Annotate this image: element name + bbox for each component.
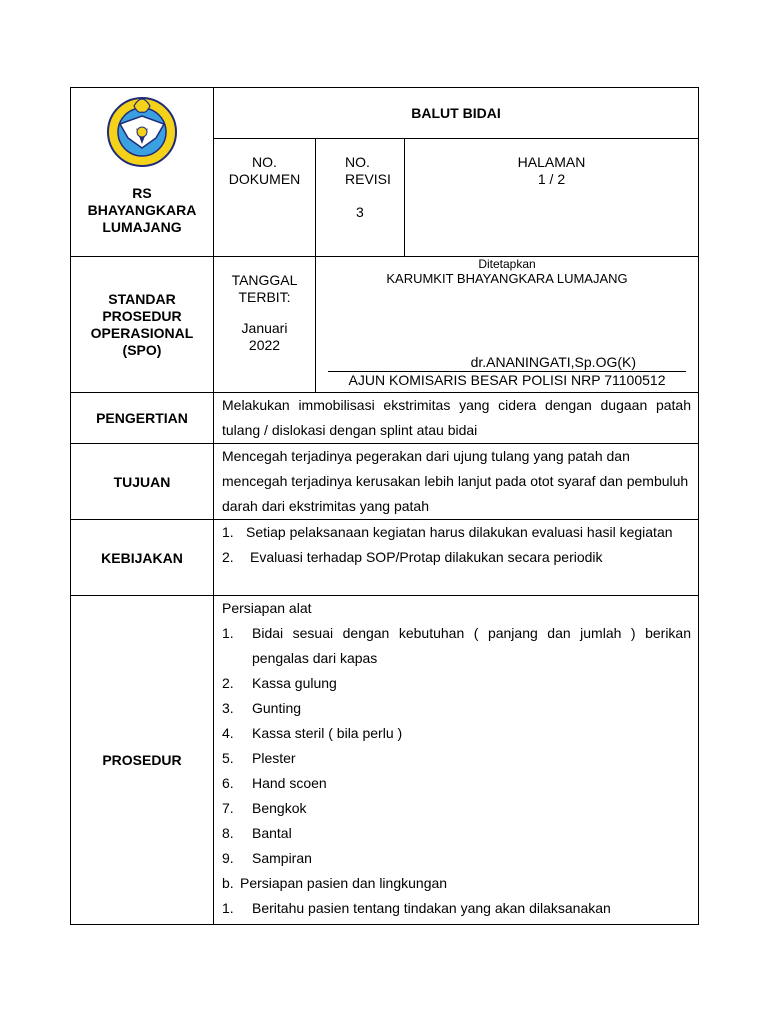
list-text: Beritahu pasien tentang tindakan yang akan dilaksanakan: [252, 900, 611, 916]
list-text: Bidai sesuai dengan kebutuhan ( panjang dan jumlah ) berikan pengalas dari kapas: [252, 625, 692, 666]
tujuan-label: TUJUAN: [71, 444, 214, 520]
spo-label-line: STANDAR: [108, 290, 176, 307]
no-revisi-label: NO.: [345, 154, 370, 170]
list-item: [222, 746, 691, 771]
pengertian-label: PENGERTIAN: [71, 393, 214, 444]
list-item: [222, 846, 691, 871]
list-text: Evaluasi terhadap SOP/Protap dilakukan secara periodik: [250, 549, 603, 565]
list-number: b.: [222, 875, 234, 891]
karumkit-text: KARUMKIT BHAYANGKARA LUMAJANG: [386, 271, 628, 286]
tanggal-value: Januari: [241, 320, 288, 336]
prosedur-b-list: [222, 896, 691, 921]
list-number: 7.: [222, 800, 234, 816]
list-number: 2.: [222, 675, 234, 691]
list-item: [222, 821, 691, 846]
list-number: 8.: [222, 825, 234, 841]
list-item: [222, 696, 691, 721]
prosedur-sub-b: [222, 871, 691, 896]
kebijakan-label: KEBIJAKAN: [71, 520, 214, 596]
prosedur-list: [222, 621, 691, 871]
list-text: Setiap pelaksanaan kegiatan harus dilakukan evaluasi hasil kegiatan: [246, 524, 673, 540]
list-number: 6.: [222, 775, 234, 791]
ditetapkan-text: Ditetapkan: [478, 257, 536, 271]
spo-label-cell: [71, 257, 214, 393]
list-item: [222, 520, 691, 545]
document-title: BALUT BIDAI: [214, 88, 699, 139]
list-text: Bengkok: [252, 800, 307, 816]
spo-document-table: [70, 87, 699, 925]
list-item: [222, 671, 691, 696]
kebijakan-content: [214, 520, 699, 596]
kebijakan-list: [222, 520, 691, 570]
spo-label-line: OPERASIONAL: [90, 324, 194, 341]
list-item: [222, 896, 691, 921]
list-number: 2.: [222, 549, 234, 565]
hospital-name-line: LUMAJANG: [102, 219, 182, 235]
tanggal-value: 2022: [248, 337, 281, 353]
halaman-value: 1 / 2: [537, 171, 566, 187]
list-number: 4.: [222, 725, 234, 741]
hospital-name: [71, 185, 213, 236]
tujuan-text: Mencegah terjadinya pegerakan dari ujung tulang yang patah dan mencegah terjadinya kerusakan lebih lanjut pada otot syaraf dan pembuluh darah dari ekstrimitas yang patah: [214, 444, 699, 520]
prosedur-heading: Persiapan alat: [222, 600, 312, 616]
list-text: Sampiran: [252, 850, 312, 866]
list-text: Hand scoen: [252, 775, 327, 791]
no-dokumen-cell: [214, 139, 316, 257]
list-number: 3.: [222, 700, 234, 716]
no-dokumen-label: NO.: [252, 154, 277, 170]
hospital-logo-icon: [106, 94, 178, 174]
tanggal-label: TERBIT:: [238, 289, 291, 305]
prosedur-label: PROSEDUR: [71, 596, 214, 925]
list-text: Gunting: [252, 700, 302, 716]
list-item: [222, 771, 691, 796]
prosedur-content: [214, 596, 699, 925]
list-text: Persiapan pasien dan lingkungan: [240, 875, 448, 891]
no-revisi-cell: [316, 139, 405, 257]
list-item: [222, 796, 691, 821]
halaman-cell: [405, 139, 699, 257]
signer-rank: AJUN KOMISARIS BESAR POLISI NRP 71100512: [328, 371, 686, 389]
list-number: 1.: [222, 900, 234, 916]
list-item: [222, 545, 691, 570]
list-text: Bantal: [252, 825, 292, 841]
pengertian-text: Melakukan immobilisasi ekstrimitas yang cidera dengan dugaan patah tulang / dislokasi dengan splint atau bidai: [214, 393, 699, 444]
list-number: 5.: [222, 750, 234, 766]
hospital-identity-cell: [71, 88, 214, 257]
halaman-label: HALAMAN: [517, 154, 586, 170]
penetapan-cell: [316, 257, 699, 393]
list-text: Kassa steril ( bila perlu ): [252, 725, 403, 741]
list-number: 9.: [222, 850, 234, 866]
tanggal-terbit-cell: [214, 257, 316, 393]
hospital-name-line: BHAYANGKARA: [87, 202, 197, 218]
list-number: 1.: [222, 625, 234, 641]
list-item: [222, 621, 691, 671]
no-revisi-label: REVISI: [345, 171, 391, 187]
no-dokumen-label: DOKUMEN: [228, 171, 301, 187]
spo-label-line: (SPO): [122, 341, 162, 358]
list-text: Plester: [252, 750, 296, 766]
no-revisi-value: 3: [356, 204, 364, 220]
list-number: 1.: [222, 524, 234, 540]
hospital-name-line: RS: [132, 185, 152, 201]
list-text: Kassa gulung: [252, 675, 337, 691]
tanggal-label: TANGGAL: [231, 272, 298, 288]
signer-name: dr.ANANINGATI,Sp.OG(K): [470, 354, 637, 370]
spo-label-line: PROSEDUR: [102, 307, 182, 324]
list-item: [222, 721, 691, 746]
